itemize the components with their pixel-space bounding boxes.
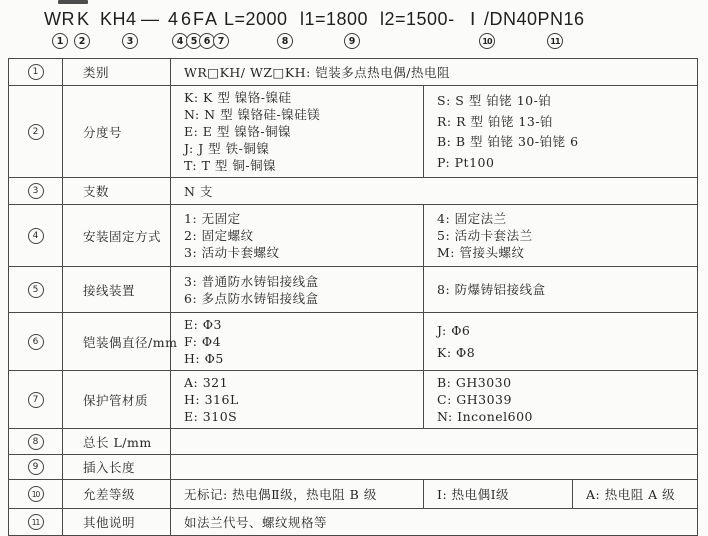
spec-line: H: Φ5 bbox=[184, 351, 224, 366]
circled-number: 1 bbox=[28, 64, 44, 80]
spec-cell bbox=[423, 205, 697, 266]
spec-cell bbox=[572, 480, 697, 508]
spec-line: B: B 型 铂铑 30-铂铑 6 bbox=[437, 134, 579, 150]
circled-marker: 9 bbox=[344, 33, 360, 49]
spec-cell-group bbox=[171, 267, 697, 312]
circled-marker: 6 bbox=[199, 33, 215, 49]
spec-line: K: K 型 镍铬-镍硅 bbox=[184, 90, 292, 105]
circled-number: 7 bbox=[28, 392, 44, 408]
circled-marker: 5 bbox=[186, 33, 202, 49]
spec-cell-group bbox=[171, 178, 697, 204]
spec-line: S: S 型 铂铑 10-铂 bbox=[437, 93, 552, 109]
spec-line: A: 热电阻 A 级 bbox=[586, 486, 676, 502]
spec-table bbox=[8, 58, 698, 536]
spec-line: H: 316L bbox=[184, 392, 239, 407]
spec-line: 如法兰代号、螺纹规格等 bbox=[184, 514, 328, 530]
circled-marker: 7 bbox=[213, 33, 229, 49]
row-label: 安装固定方式 bbox=[63, 205, 171, 266]
row-number bbox=[9, 371, 63, 428]
table-row bbox=[9, 266, 697, 312]
row-label: 其他说明 bbox=[63, 509, 171, 535]
spec-line: F: Φ4 bbox=[184, 334, 222, 349]
spec-line: J: J 型 铁-铜镍 bbox=[184, 141, 270, 156]
spec-line: N: Inconel600 bbox=[437, 409, 533, 424]
row-label: 允差等级 bbox=[63, 480, 171, 508]
spec-cell-group bbox=[171, 455, 697, 479]
spec-line: N: N 型 镍铬硅-镍硅镁 bbox=[184, 107, 321, 122]
code-segment: F bbox=[193, 9, 205, 29]
circled-number: 6 bbox=[28, 334, 44, 350]
spec-line: 2: 固定螺纹 bbox=[184, 228, 254, 243]
spec-line: 3: 普通防水铸铝接线盒 bbox=[184, 273, 319, 289]
circled-marker: 3 bbox=[122, 33, 138, 49]
spec-cell bbox=[171, 205, 423, 266]
row-number bbox=[9, 86, 63, 177]
spec-cell bbox=[423, 86, 697, 177]
row-number bbox=[9, 509, 63, 535]
row-number bbox=[9, 205, 63, 266]
row-number bbox=[9, 267, 63, 312]
spec-line: P: Pt100 bbox=[437, 154, 495, 170]
circled-number: 5 bbox=[28, 282, 44, 298]
row-number bbox=[9, 455, 63, 479]
code-segment: A bbox=[205, 9, 218, 29]
circled-number: 9 bbox=[28, 459, 44, 475]
code-segment: K bbox=[77, 9, 90, 29]
spec-line: K: Φ8 bbox=[437, 345, 476, 361]
code-segment: WR bbox=[44, 9, 75, 29]
spec-cell bbox=[171, 313, 423, 370]
spec-cell bbox=[423, 267, 697, 312]
circled-marker: 4 bbox=[172, 33, 188, 49]
circled-number: 3 bbox=[28, 183, 44, 199]
circled-marker: 2 bbox=[74, 33, 90, 49]
spec-cell-group bbox=[171, 205, 697, 266]
row-label: 类别 bbox=[63, 59, 171, 85]
row-label: 分度号 bbox=[63, 86, 171, 177]
spec-line: 6: 多点防水铸铝接线盒 bbox=[184, 290, 319, 306]
spec-line: E: 310S bbox=[184, 409, 238, 424]
spec-line: N 支 bbox=[184, 183, 213, 199]
spec-line: E: E 型 镍铬-铜镍 bbox=[184, 124, 292, 139]
circled-number: 2 bbox=[28, 124, 44, 140]
circled-number: 10 bbox=[28, 486, 44, 502]
spec-line: E: Φ3 bbox=[184, 317, 223, 332]
table-row bbox=[9, 312, 697, 370]
code-segment: /DN40PN16 bbox=[484, 9, 585, 29]
spec-line: 无标记: 热电偶Ⅱ级，热电阻 B 级 bbox=[184, 486, 377, 502]
spec-line: J: Φ6 bbox=[437, 322, 471, 338]
code-segment: KH4 bbox=[100, 9, 137, 29]
table-row bbox=[9, 85, 697, 177]
table-row bbox=[9, 59, 697, 85]
table-row bbox=[9, 177, 697, 204]
spec-cell bbox=[171, 178, 697, 204]
spec-cell bbox=[171, 86, 423, 177]
table-row bbox=[9, 370, 697, 428]
spec-line: WR□KH/ WZ□KH: 铠装多点热电偶/热电阻 bbox=[184, 64, 450, 80]
spec-line: 3: 活动卡套螺纹 bbox=[184, 245, 280, 260]
code-segment: l2=1500- bbox=[380, 9, 455, 29]
circled-marker: 8 bbox=[277, 33, 293, 49]
scan-artifact bbox=[58, 0, 88, 4]
spec-cell-group bbox=[171, 371, 697, 428]
spec-cell bbox=[171, 59, 697, 85]
spec-line: T: T 型 铜-铜镍 bbox=[184, 158, 277, 173]
spec-line: C: GH3039 bbox=[437, 392, 512, 407]
code-segment: 4 bbox=[168, 9, 179, 29]
circled-number: 11 bbox=[28, 514, 44, 530]
spec-cell-group bbox=[171, 429, 697, 454]
code-markers bbox=[0, 33, 708, 50]
code-segment: — bbox=[141, 9, 160, 29]
spec-cell-group bbox=[171, 59, 697, 85]
row-number bbox=[9, 178, 63, 204]
spec-line: Ⅰ: 热电偶Ⅰ级 bbox=[437, 486, 510, 502]
table-row bbox=[9, 479, 697, 508]
table-row bbox=[9, 508, 697, 535]
code-segment: l1=1800 bbox=[300, 9, 369, 29]
model-code bbox=[0, 9, 708, 31]
row-label: 支数 bbox=[63, 178, 171, 204]
spec-cell bbox=[171, 455, 697, 479]
spec-cell bbox=[423, 313, 697, 370]
code-segment: 6 bbox=[181, 9, 192, 29]
row-number bbox=[9, 429, 63, 454]
row-label: 总长 L/mm bbox=[63, 429, 171, 454]
spec-cell-group bbox=[171, 480, 697, 508]
circled-marker: 10 bbox=[479, 33, 495, 49]
row-label: 铠装偶直径/mm bbox=[63, 313, 171, 370]
spec-cell bbox=[171, 371, 423, 428]
row-label: 接线装置 bbox=[63, 267, 171, 312]
spec-cell-group bbox=[171, 509, 697, 535]
spec-cell bbox=[423, 480, 572, 508]
spec-cell-group bbox=[171, 86, 697, 177]
spec-line: B: GH3030 bbox=[437, 375, 512, 390]
spec-cell bbox=[171, 509, 697, 535]
row-number bbox=[9, 480, 63, 508]
spec-cell bbox=[423, 371, 697, 428]
spec-line: R: R 型 铂铑 13-铂 bbox=[437, 113, 554, 129]
spec-cell bbox=[171, 267, 423, 312]
spec-cell bbox=[171, 480, 423, 508]
code-segment: L=2000 bbox=[224, 9, 288, 29]
code-segment: Ⅰ bbox=[470, 9, 476, 29]
spec-cell-group bbox=[171, 313, 697, 370]
spec-line: 1: 无固定 bbox=[184, 211, 241, 226]
row-label: 保护管材质 bbox=[63, 371, 171, 428]
spec-line: A: 321 bbox=[184, 375, 229, 390]
row-label: 插入长度 bbox=[63, 455, 171, 479]
table-row bbox=[9, 428, 697, 454]
circled-marker: 1 bbox=[52, 33, 68, 49]
circled-number: 4 bbox=[28, 228, 44, 244]
spec-line: 8: 防爆铸铝接线盒 bbox=[437, 282, 546, 297]
table-row bbox=[9, 204, 697, 266]
circled-marker: 11 bbox=[547, 33, 563, 49]
spec-line: M: 管接头螺纹 bbox=[437, 245, 525, 260]
row-number bbox=[9, 313, 63, 370]
circled-number: 8 bbox=[28, 434, 44, 450]
row-number bbox=[9, 59, 63, 85]
table-row bbox=[9, 454, 697, 479]
spec-line: 5: 活动卡套法兰 bbox=[437, 228, 533, 243]
spec-cell bbox=[171, 429, 697, 454]
spec-line: 4: 固定法兰 bbox=[437, 211, 507, 226]
